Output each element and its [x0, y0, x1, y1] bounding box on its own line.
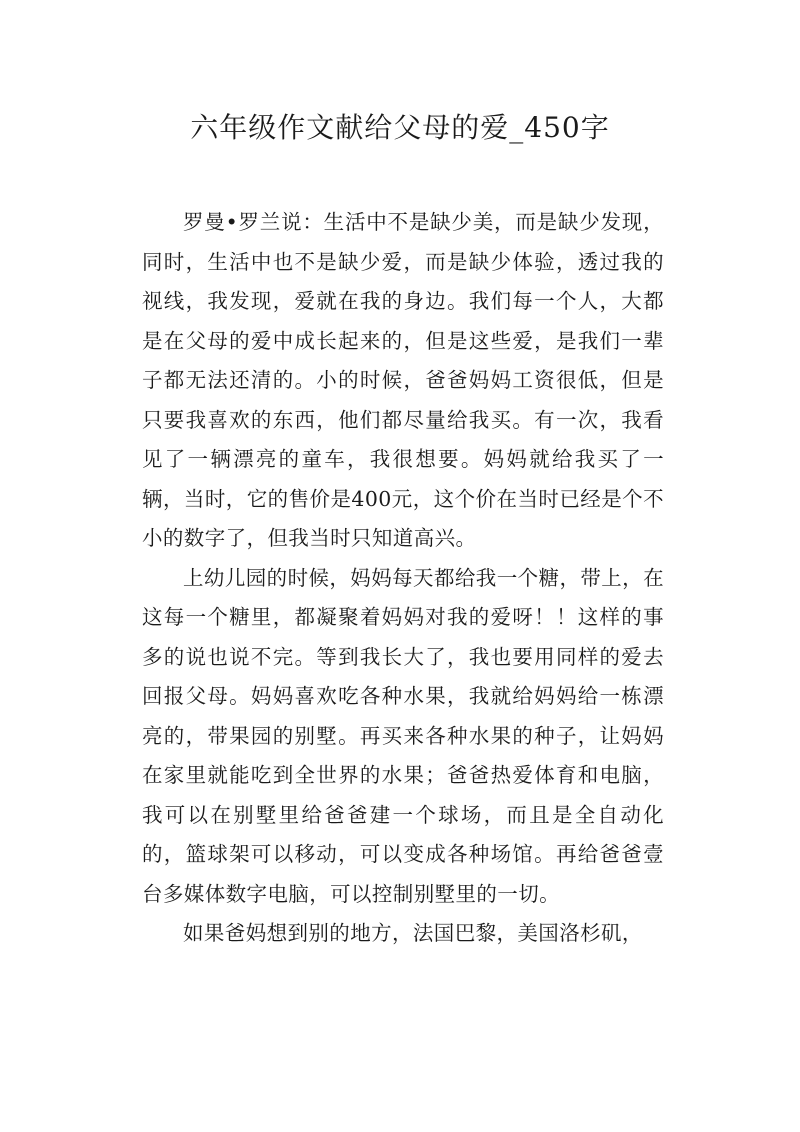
paragraph-2: 上幼儿园的时候，妈妈每天都给我一个糖，带上，在这每一个糖里，都凝聚着妈妈对我的爱呀！！这样的事多的说也说不完。等到我长大了，我也要用同样的爱去回报父母。妈妈喜欢吃各种水果，我就给妈妈给一栋漂亮的，带果园的别墅。再买来各种水果的种子，让妈妈在家里就能吃到全世界的水果；爸爸热爱体育和电脑，我可以在别墅里给爸爸建一个球场，而且是全自动化的，篮球架可以移动，可以变成各种场馆。再给爸爸壹台多媒体数字电脑，可以控制别墅里的一切。: [142, 565, 664, 906]
paragraph-3: 如果爸妈想到别的地方，法国巴黎，美国洛杉矶，: [183, 921, 643, 945]
paragraph-1: 罗曼•罗兰说：生活中不是缺少美，而是缺少发现，同时，生活中也不是缺少爱，而是缺少体验，透过我的视线，我发现，爱就在我的身边。我们每一个人，大都是在父母的爱中成长起来的，但是这些爱，是我们一辈子都无法还清的。小的时候，爸爸妈妈工资很低，但是只要我喜欢的东西，他们都尽量给我买。有一次，我看见了一辆漂亮的童车，我很想要。妈妈就给我买了一辆，当时，它的售价是400元，这个价在当时已经是个不小的数字了，但我当时只知道高兴。: [142, 210, 664, 550]
document-body: [142, 203, 664, 954]
document-title: 六年级作文献给父母的爱_450字: [190, 111, 610, 144]
